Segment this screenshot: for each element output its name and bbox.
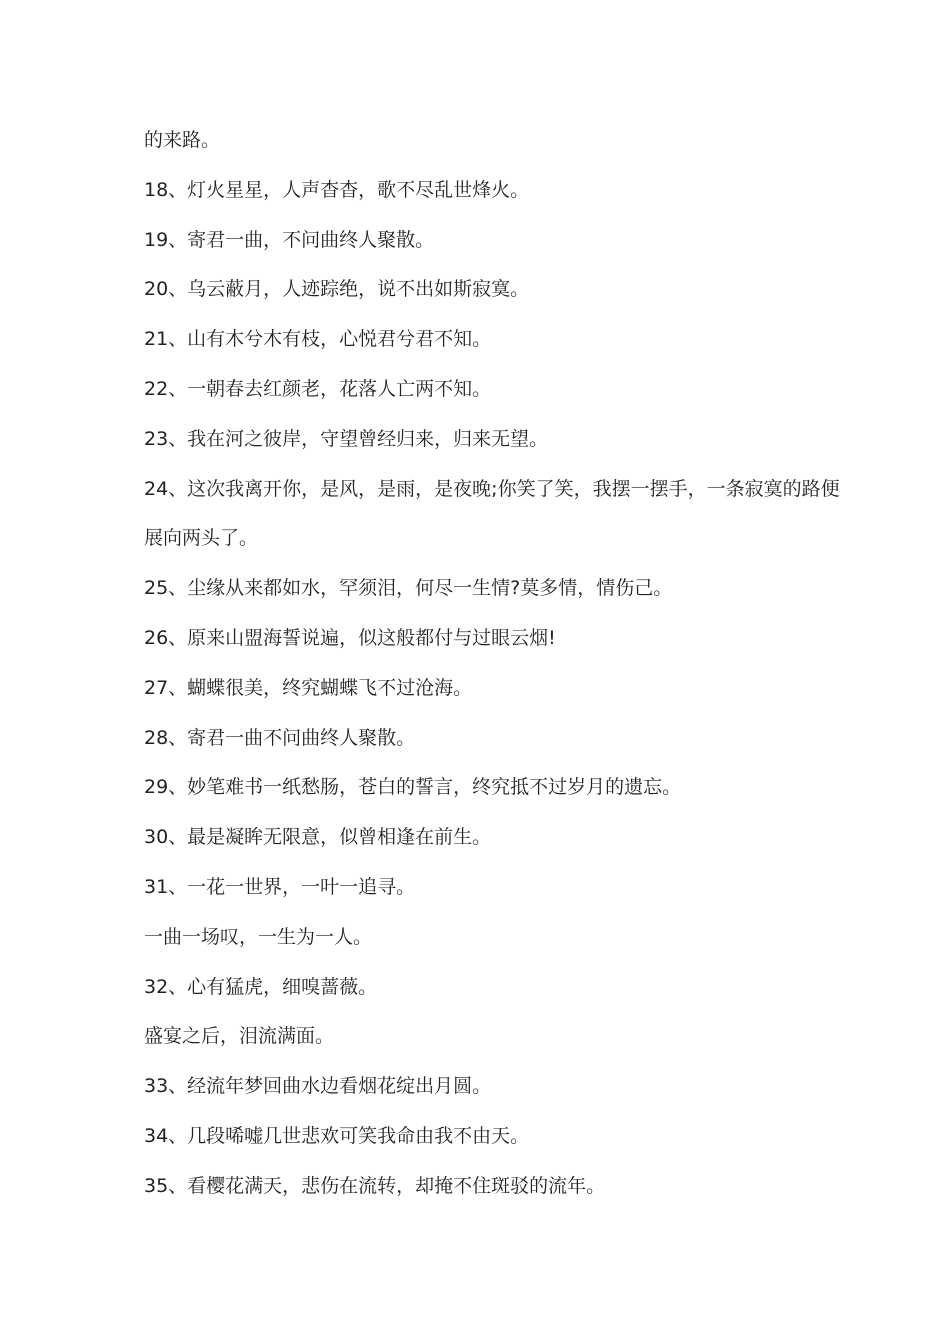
text-line: 26、原来山盟海誓说遍，似这般都付与过眼云烟! [144,626,556,649]
text-line: 18、灯火星星，人声杳杳，歌不尽乱世烽火。 [144,178,530,201]
text-line: 的来路。 [144,129,221,151]
text-line: 盛宴之后，泪流满面。 [144,1025,335,1048]
text-line: 22、一朝春去红颜老，花落人亡两不知。 [144,377,492,400]
text-line: 21、山有木兮木有枝，心悦君兮君不知。 [144,328,492,351]
text-line: 32、心有猛虎，细嗅蔷薇。 [144,975,378,998]
text-line: 展向两头了。 [144,527,259,550]
text-line: 30、最是凝眸无限意，似曾相逢在前生。 [144,826,492,849]
text-line: 29、妙笔难书一纸愁肠，苍白的誓言，终究抵不过岁月的遗忘。 [144,776,682,799]
text-line: 34、几段唏嘘几世悲欢可笑我命由我不由天。 [144,1124,530,1147]
text-line: 24、这次我离开你，是风，是雨，是夜晚;你笑了笑，我摆一摆手，一条寂寞的路便 [144,477,840,500]
document-body [144,116,840,1212]
text-line: 一曲一场叹，一生为一人。 [144,925,373,948]
text-line: 20、乌云蔽月，人迹踪绝，说不出如斯寂寞。 [144,278,530,301]
text-line: 19、寄君一曲，不问曲终人聚散。 [144,228,435,251]
text-line: 23、我在河之彼岸，守望曾经归来，归来无望。 [144,427,549,450]
text-line: 25、尘缘从来都如水，罕须泪，何尽一生情?莫多情，情伤己。 [144,577,673,600]
text-line: 33、经流年梦回曲水边看烟花绽出月圆。 [144,1075,492,1098]
text-line: 31、一花一世界，一叶一追寻。 [144,875,416,898]
text-line: 28、寄君一曲不问曲终人聚散。 [144,726,416,749]
text-line: 27、蝴蝶很美，终究蝴蝶飞不过沧海。 [144,676,473,699]
text-line: 35、看樱花满天，悲伤在流转，却掩不住斑驳的流年。 [144,1174,606,1197]
